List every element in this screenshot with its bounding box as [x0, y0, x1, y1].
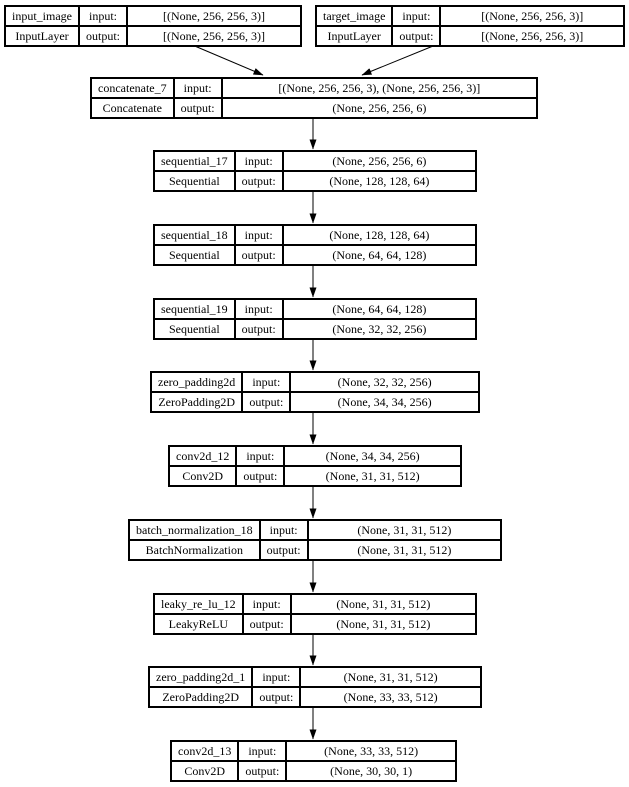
- node-concatenate-7: [90, 77, 538, 119]
- layer-table: [170, 740, 457, 782]
- layer-table: [4, 5, 302, 47]
- output-label: output:: [260, 540, 308, 560]
- output-shape: (None, 34, 34, 256): [290, 392, 479, 412]
- input-label: input:: [235, 225, 283, 245]
- output-label: output:: [238, 761, 286, 781]
- layer-name: zero_padding2d_1: [149, 667, 252, 687]
- layer-name: target_image: [316, 6, 392, 26]
- input-label: input:: [174, 78, 222, 98]
- node-zero-padding2d-1: [148, 666, 482, 708]
- output-shape: (None, 31, 31, 512): [308, 540, 501, 560]
- layer-class: Conv2D: [171, 761, 238, 781]
- output-shape: (None, 32, 32, 256): [283, 319, 476, 339]
- layer-table: [153, 224, 477, 266]
- layer-class: ZeroPadding2D: [149, 687, 252, 707]
- node-input-image: [4, 5, 302, 47]
- layer-class: Concatenate: [91, 98, 174, 118]
- output-shape: (None, 31, 31, 512): [284, 466, 461, 486]
- input-shape: (None, 34, 34, 256): [284, 446, 461, 466]
- output-shape: (None, 33, 33, 512): [300, 687, 481, 707]
- output-label: output:: [242, 392, 290, 412]
- output-shape: (None, 64, 64, 128): [283, 245, 476, 265]
- layer-name: input_image: [5, 6, 79, 26]
- input-label: input:: [235, 151, 283, 171]
- edge-input-image-to-concatenate-arrow: [190, 44, 263, 75]
- input-shape: [(None, 256, 256, 3)]: [440, 6, 624, 26]
- output-label: output:: [252, 687, 300, 707]
- layer-name: batch_normalization_18: [129, 520, 260, 540]
- node-conv2d-12: [168, 445, 462, 487]
- layer-class: InputLayer: [316, 26, 392, 46]
- node-leaky-re-lu-12: [153, 593, 477, 635]
- node-sequential-18: [153, 224, 477, 266]
- node-sequential-17: [153, 150, 477, 192]
- output-shape: (None, 256, 256, 6): [222, 98, 537, 118]
- layer-table: [168, 445, 462, 487]
- output-label: output:: [235, 319, 283, 339]
- node-conv2d-13: [170, 740, 457, 782]
- layer-table: [90, 77, 538, 119]
- layer-table: [128, 519, 502, 561]
- output-shape: [(None, 256, 256, 3)]: [440, 26, 624, 46]
- input-label: input:: [236, 446, 284, 466]
- input-label: input:: [252, 667, 300, 687]
- output-label: output:: [392, 26, 440, 46]
- input-label: input:: [242, 372, 290, 392]
- layer-class: InputLayer: [5, 26, 79, 46]
- layer-name: zero_padding2d: [151, 372, 242, 392]
- input-label: input:: [260, 520, 308, 540]
- output-label: output:: [236, 466, 284, 486]
- layer-name: leaky_re_lu_12: [154, 594, 243, 614]
- input-shape: [(None, 256, 256, 3)]: [127, 6, 301, 26]
- input-shape: (None, 128, 128, 64): [283, 225, 476, 245]
- output-label: output:: [243, 614, 291, 634]
- input-label: input:: [79, 6, 127, 26]
- node-zero-padding2d: [150, 371, 480, 413]
- input-shape: [(None, 256, 256, 3), (None, 256, 256, 3)]: [222, 78, 537, 98]
- input-label: input:: [243, 594, 291, 614]
- output-label: output:: [235, 245, 283, 265]
- input-shape: (None, 64, 64, 128): [283, 299, 476, 319]
- layer-name: conv2d_12: [169, 446, 236, 466]
- layer-class: Conv2D: [169, 466, 236, 486]
- layer-table: [315, 5, 625, 47]
- input-label: input:: [238, 741, 286, 761]
- layer-table: [153, 298, 477, 340]
- layer-name: sequential_19: [154, 299, 235, 319]
- edge-target-image-to-concatenate-arrow: [362, 44, 438, 75]
- layer-name: sequential_17: [154, 151, 235, 171]
- output-shape: (None, 128, 128, 64): [283, 171, 476, 191]
- input-label: input:: [235, 299, 283, 319]
- layer-class: Sequential: [154, 171, 235, 191]
- output-shape: (None, 31, 31, 512): [291, 614, 476, 634]
- layer-name: concatenate_7: [91, 78, 174, 98]
- layer-class: BatchNormalization: [129, 540, 260, 560]
- input-shape: (None, 32, 32, 256): [290, 372, 479, 392]
- layer-class: LeakyReLU: [154, 614, 243, 634]
- input-shape: (None, 33, 33, 512): [286, 741, 456, 761]
- layer-class: ZeroPadding2D: [151, 392, 242, 412]
- output-label: output:: [235, 171, 283, 191]
- output-label: output:: [79, 26, 127, 46]
- node-batch-normalization-18: [128, 519, 502, 561]
- input-shape: (None, 31, 31, 512): [308, 520, 501, 540]
- node-target-image: [315, 5, 625, 47]
- layer-class: Sequential: [154, 319, 235, 339]
- input-shape: (None, 31, 31, 512): [300, 667, 481, 687]
- node-sequential-19: [153, 298, 477, 340]
- layer-name: sequential_18: [154, 225, 235, 245]
- layer-table: [153, 593, 477, 635]
- output-shape: (None, 30, 30, 1): [286, 761, 456, 781]
- layer-table: [148, 666, 482, 708]
- layer-table: [153, 150, 477, 192]
- layer-table: [150, 371, 480, 413]
- layer-name: conv2d_13: [171, 741, 238, 761]
- layer-class: Sequential: [154, 245, 235, 265]
- input-shape: (None, 256, 256, 6): [283, 151, 476, 171]
- output-label: output:: [174, 98, 222, 118]
- input-shape: (None, 31, 31, 512): [291, 594, 476, 614]
- output-shape: [(None, 256, 256, 3)]: [127, 26, 301, 46]
- input-label: input:: [392, 6, 440, 26]
